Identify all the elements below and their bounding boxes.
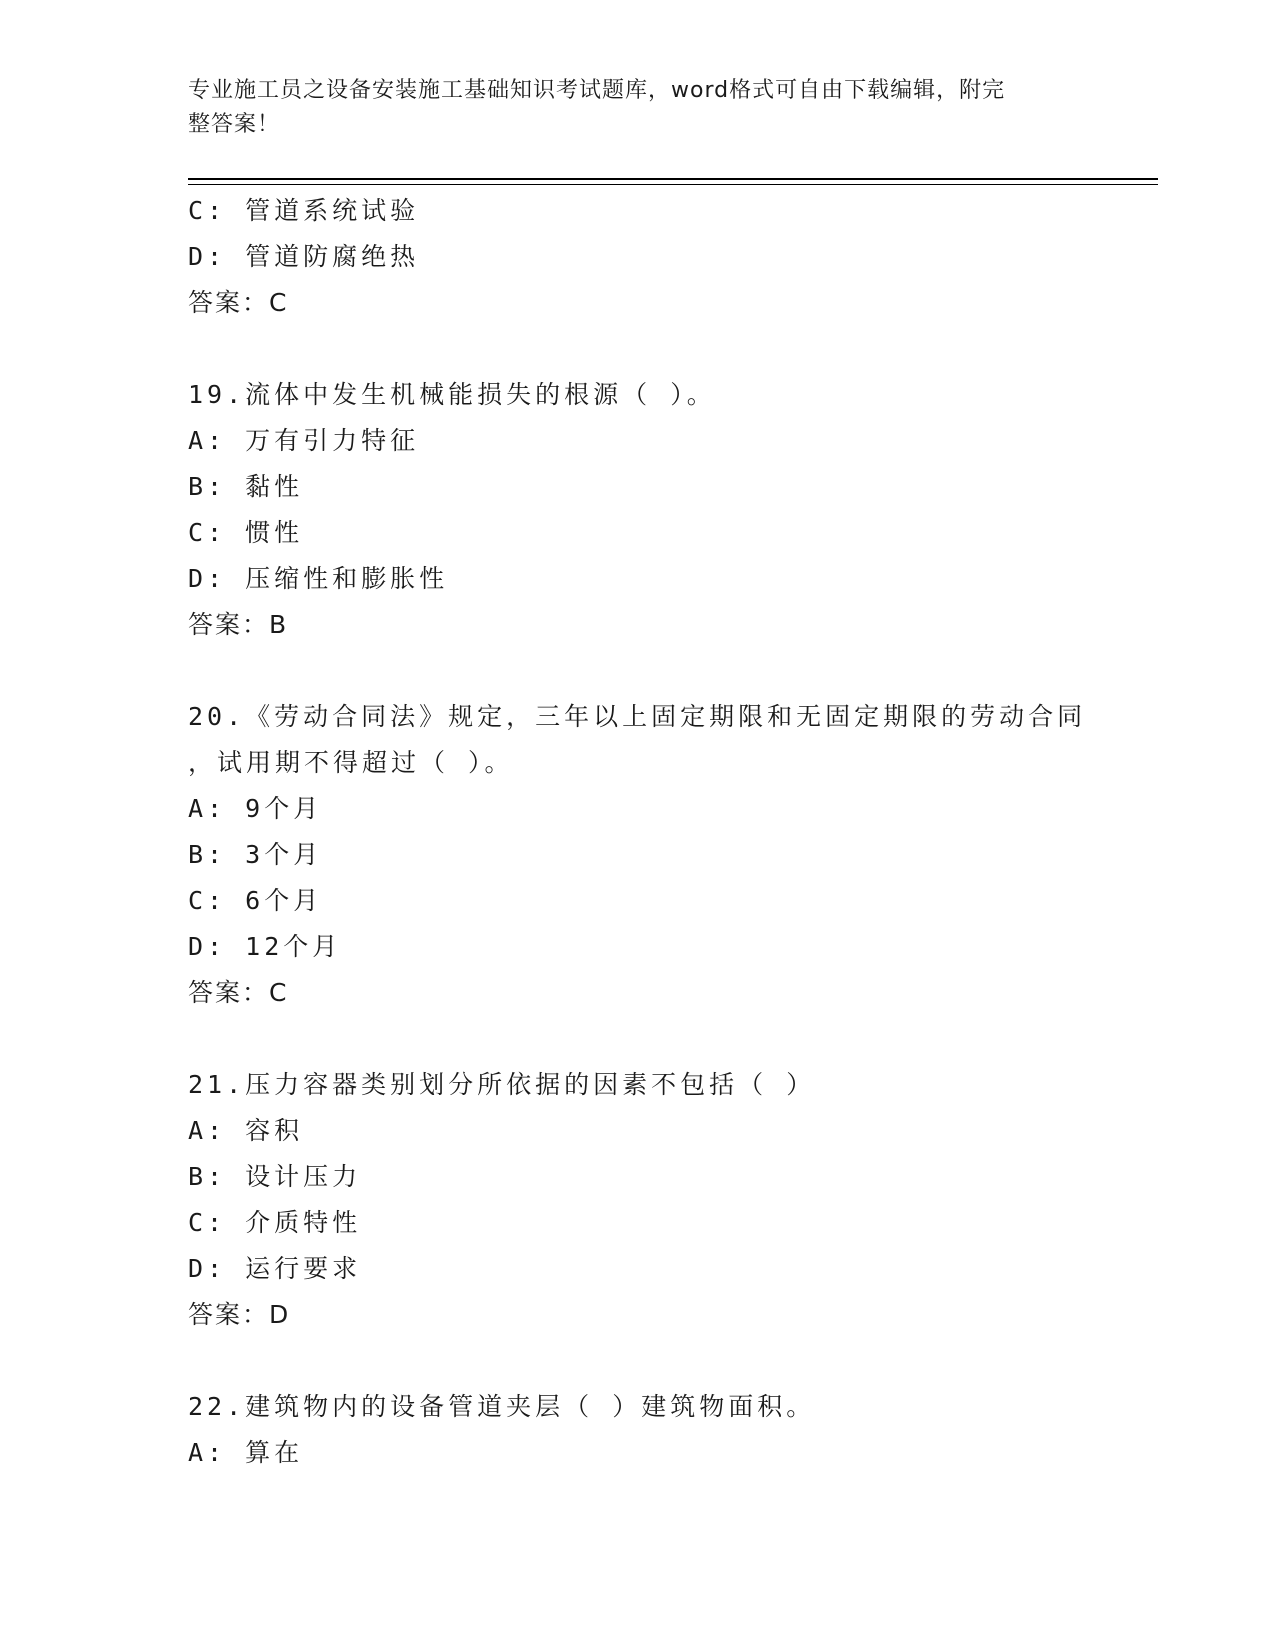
question-stem-continued: ，试用期不得超过（ ）。 — [188, 748, 514, 777]
question-22 — [188, 1384, 1088, 1476]
question-19 — [188, 372, 1088, 648]
document-header — [188, 74, 1068, 142]
option-b: B: 设计压力 — [188, 1162, 362, 1191]
header-rule-thin — [188, 184, 1158, 185]
option-c: C: 6个月 — [188, 886, 323, 915]
answer-line: 答案：D — [188, 1300, 291, 1329]
option-a: A: 万有引力特征 — [188, 426, 420, 455]
question-list — [188, 188, 1088, 1476]
spacer — [188, 648, 1088, 694]
option-d: D: 管道防腐绝热 — [188, 242, 420, 271]
option-d: D: 运行要求 — [188, 1254, 362, 1283]
option-b: B: 3个月 — [188, 840, 323, 869]
spacer — [188, 1338, 1088, 1384]
header-line-2: 整答案！ — [188, 112, 281, 137]
question-stem: 22.建筑物内的设备管道夹层（ ）建筑物面积。 — [188, 1392, 816, 1421]
spacer — [188, 1016, 1088, 1062]
header-line-1: 专业施工员之设备安装施工基础知识考试题库，word格式可自由下载编辑，附完 — [188, 78, 1006, 103]
question-18-tail — [188, 188, 1088, 326]
question-21 — [188, 1062, 1088, 1338]
question-stem: 20.《劳动合同法》规定，三年以上固定期限和无固定期限的劳动合同 — [188, 702, 1087, 731]
option-c: C: 介质特性 — [188, 1208, 362, 1237]
option-d: D: 压缩性和膨胀性 — [188, 564, 449, 593]
option-b: B: 黏性 — [188, 472, 304, 501]
option-c: C: 管道系统试验 — [188, 196, 420, 225]
answer-line: 答案：C — [188, 288, 289, 317]
answer-line: 答案：C — [188, 978, 289, 1007]
option-a: A: 容积 — [188, 1116, 304, 1145]
option-a: A: 9个月 — [188, 794, 323, 823]
option-d: D: 12个月 — [188, 932, 342, 961]
spacer — [188, 326, 1088, 372]
question-20 — [188, 694, 1088, 1016]
question-stem: 19.流体中发生机械能损失的根源（ ）。 — [188, 380, 716, 409]
option-c: C: 惯性 — [188, 518, 304, 547]
header-rule-thick — [188, 178, 1158, 180]
option-a: A: 算在 — [188, 1438, 304, 1467]
question-stem: 21.压力容器类别划分所依据的因素不包括（ ） — [188, 1070, 816, 1099]
answer-line: 答案：B — [188, 610, 289, 639]
